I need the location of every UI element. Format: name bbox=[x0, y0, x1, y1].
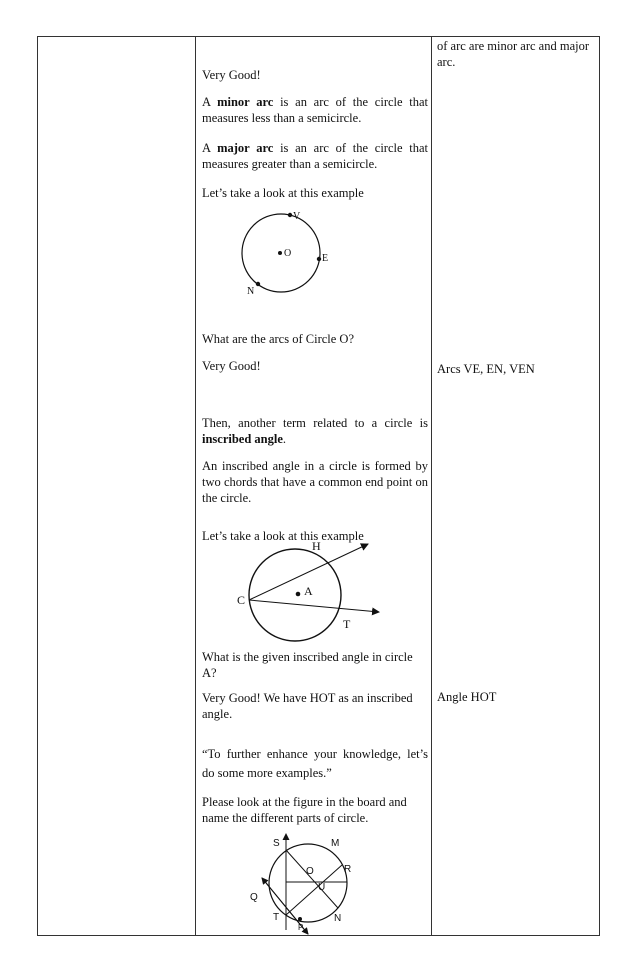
very-good-2: Very Good! bbox=[202, 359, 261, 373]
point-v bbox=[288, 213, 292, 217]
circle-main bbox=[269, 844, 347, 922]
label-o3: O bbox=[306, 866, 314, 877]
label-c: C bbox=[237, 593, 246, 607]
arcs-question: What are the arcs of Circle O? bbox=[202, 332, 355, 346]
point-n bbox=[256, 282, 260, 286]
circle-a-figure bbox=[232, 538, 384, 646]
inscribed-angle-intro bbox=[202, 415, 428, 447]
further-examples-quote: “To further enhance your knowledge, let’s do some more examples.” bbox=[202, 747, 428, 780]
then-text: Then, another term related to a circle is bbox=[202, 416, 428, 430]
major-arc-term: major arc bbox=[217, 141, 274, 155]
label-p: P bbox=[298, 923, 304, 932]
very-good-3: Very Good! We have HOT as an inscribed angle. bbox=[202, 691, 413, 721]
major-arc-definition bbox=[202, 140, 428, 172]
answer-arc-types: of arc are minor arc and major arc. bbox=[437, 39, 590, 69]
label-n3: N bbox=[334, 913, 342, 924]
label-n: N bbox=[247, 286, 255, 297]
minor-arc-rest: is an arc of the circle that measures less than a semicircle. bbox=[202, 95, 429, 125]
angle-question: What is the given inscribed angle in circle A? bbox=[202, 650, 413, 680]
ray-ct bbox=[249, 600, 379, 612]
inscribed-angle-definition: An inscribed angle in a circle is formed by two chords that have a common end point on the circle. bbox=[202, 459, 428, 505]
label-q: Q bbox=[250, 892, 258, 903]
point-e bbox=[317, 257, 321, 261]
major-article: A bbox=[202, 141, 211, 155]
label-e: E bbox=[322, 253, 329, 264]
circle-parts-figure bbox=[242, 830, 372, 938]
point-p bbox=[298, 917, 302, 921]
label-a: A bbox=[304, 584, 313, 598]
label-u: U bbox=[318, 882, 326, 893]
board-instruction: Please look at the figure in the board and name the different parts of circle. bbox=[202, 795, 407, 825]
period: . bbox=[282, 432, 287, 446]
minor-arc-definition bbox=[202, 94, 428, 126]
label-t3: T bbox=[273, 912, 280, 923]
chord-tr bbox=[286, 865, 342, 915]
very-good-1: Very Good! bbox=[202, 68, 261, 82]
label-h: H bbox=[312, 539, 321, 553]
minor-arc-term: minor arc bbox=[217, 95, 274, 109]
label-t: T bbox=[343, 617, 351, 631]
label-v: V bbox=[293, 211, 301, 222]
label-s: S bbox=[273, 838, 280, 849]
answer-angle: Angle HOT bbox=[437, 690, 497, 704]
label-m: M bbox=[331, 838, 340, 849]
column-divider-2 bbox=[431, 37, 432, 935]
major-arc-rest: is an arc of the circle that measures greater than a semicircle. bbox=[202, 141, 429, 171]
column-divider-1 bbox=[195, 37, 196, 935]
circle-o-figure bbox=[230, 206, 340, 301]
answer-arcs: Arcs VE, EN, VEN bbox=[437, 362, 535, 376]
center-point-o bbox=[278, 251, 282, 255]
label-o: O bbox=[284, 248, 292, 259]
chord-sn bbox=[286, 850, 338, 908]
minor-article: A bbox=[202, 95, 211, 109]
inscribed-angle-term: inscribed angle bbox=[202, 432, 283, 446]
example-prompt-1: Let’s take a look at this example bbox=[202, 186, 364, 200]
label-r: R bbox=[344, 864, 352, 875]
center-point-a bbox=[296, 592, 301, 597]
example-prompt-2: Let’s take a look at this example bbox=[202, 529, 364, 543]
